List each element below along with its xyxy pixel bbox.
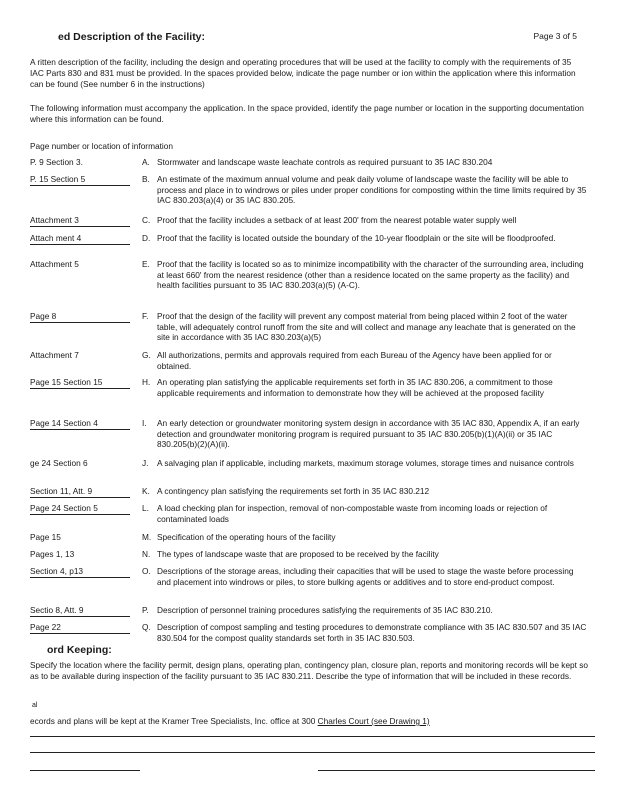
item-description: A load checking plan for inspection, removal of non-compostable waste from incoming loads or rejection of contaminated loads xyxy=(157,503,548,524)
record-keeping-paragraph: Specify the location where the facility permit, design plans, operating plan, contingency plan, closure plan, reports and monitoring records will be kept so as to be available during inspection of the facility pursuant to 35 IAC 830.211. Describe the type of information that will be included in these records. xyxy=(30,660,589,681)
item-description: An operating plan satisfying the applicable requirements set forth in 35 IAC 830.206, a commitment to those applicable requirements and information to demonstrate how they will be achieved at the proposed facility xyxy=(157,377,553,398)
item-location: ge 24 Section 6 xyxy=(30,458,88,468)
item-description: Proof that the facility is located so as to minimize incompatibility with the character of the surrounding area, including at least 660' from the nearest residence (other than a residence located on the same property as the facility) and health facilities pursuant to 35 IAC 830.203(a)(5) (A-C). xyxy=(157,259,584,290)
item-location: Page 15 xyxy=(30,532,61,542)
item-description: Proof that the facility includes a setback of at least 200' from the nearest potable water supply well xyxy=(157,215,517,225)
section-title: ed Description of the Facility: xyxy=(58,31,206,43)
page-number: Page 3 of 5 xyxy=(533,31,577,41)
record-keeping-answer xyxy=(30,716,430,726)
item-location: Page 22 xyxy=(30,622,130,634)
item-description: Description of compost sampling and testing procedures to demonstrate compliance with 35 IAC 830.507 and 35 IAC 830.504 for the compost quality standards set forth in 35 IAC 830.503. xyxy=(157,622,587,643)
item-letter: C. xyxy=(142,215,151,225)
intro-paragraph: A ritten description of the facility, including the design and operating procedures that will be used at the facility to comply with the requirements of 35 IAC Parts 830 and 831 must be provided. In the spaces provided below, indicate the page number or ion within the application where this information can be found (See number 6 in the instructions) xyxy=(30,57,576,89)
item-description: Description of personnel training procedures satisfying the requirements of 35 IAC 830.210. xyxy=(157,605,493,615)
item-location: P. 9 Section 3. xyxy=(30,157,83,167)
answer-line xyxy=(318,770,595,771)
item-location: Sectio 8, Att. 9 xyxy=(30,605,130,617)
item-description: Proof that the design of the facility will prevent any compost material from being placed within 2 foot of the water table, will adequately control runoff from the site and will collect and manage any leachate that is generated on the site in accordance with 35 IAC 830.203(a)(5) xyxy=(157,311,576,342)
item-letter: K. xyxy=(142,486,150,496)
item-letter: N. xyxy=(142,549,151,559)
answer-line xyxy=(30,770,140,771)
answer-text: ecords and plans will be kept at the Kramer Tree Specialists, Inc. office at 300 xyxy=(30,716,318,726)
item-letter: Q. xyxy=(142,622,151,632)
item-letter: O. xyxy=(142,566,151,576)
item-location: Attachment 3 xyxy=(30,215,130,227)
item-letter: M. xyxy=(142,532,152,542)
item-letter: D. xyxy=(142,233,151,243)
item-letter: I. xyxy=(142,418,147,428)
item-location: Attachment 7 xyxy=(30,350,79,360)
item-letter: J. xyxy=(142,458,149,468)
item-letter: A. xyxy=(142,157,150,167)
item-letter: B. xyxy=(142,174,150,184)
item-description: A salvaging plan if applicable, including markets, maximum storage volumes, storage times and nuisance controls xyxy=(157,458,574,468)
item-description: Descriptions of the storage areas, including their capacities that will be used to stage the waste before processing and placement into windrows or piles, to store bulking agents or additives and to store end-product compost. xyxy=(157,566,574,587)
item-location: Pages 1, 13 xyxy=(30,549,75,559)
item-letter: G. xyxy=(142,350,151,360)
item-location: Page 24 Section 5 xyxy=(30,503,130,515)
item-description: Specification of the operating hours of the facility xyxy=(157,532,336,542)
answer-line xyxy=(30,736,595,737)
item-description: All authorizations, permits and approvals required from each Bureau of the Agency have been applied for or obtained. xyxy=(157,350,552,371)
item-description: Proof that the facility is located outside the boundary of the 10-year floodplain or the site will be floodproofed. xyxy=(157,233,556,243)
item-letter: E. xyxy=(142,259,150,269)
item-description: An estimate of the maximum annual volume and peak daily volume of landscape waste the facility will be able to process and place in to windrows or piles under proper conditions for composting within the time limits required by 35 IAC 830.203(a)(4) or 35 IAC 830.205. xyxy=(157,174,587,205)
item-location: Attachment 5 xyxy=(30,259,79,269)
answer-underlined-text: Charles Court (see Drawing 1) xyxy=(317,716,430,726)
answer-line xyxy=(30,752,595,753)
item-description: A contingency plan satisfying the requirements set forth in 35 IAC 830.212 xyxy=(157,486,430,496)
item-location: Section 4, p13 xyxy=(30,566,130,578)
item-description: An early detection or groundwater monitoring system design in accordance with 35 IAC 830, Appendix A, if an early detection and groundwater monitoring program is required pursuant to 35 IAC 830.205(b)(1)(A)(ii) or 35 IAC 830.205(b)(2)(A)(ii). xyxy=(157,418,580,449)
location-column-label: Page number or location of information xyxy=(30,141,173,151)
instructions-paragraph: The following information must accompany the application. In the space provided, identify the page number or location in the supporting documentation where this information can be found. xyxy=(30,103,584,124)
item-description: The types of landscape waste that are proposed to be received by the facility xyxy=(157,549,439,559)
item-description: Stormwater and landscape waste leachate controls as required pursuant to 35 IAC 830.204 xyxy=(157,157,493,167)
item-location: Section 11, Att. 9 xyxy=(30,486,130,498)
item-letter: P. xyxy=(142,605,149,615)
item-letter: L. xyxy=(142,503,149,513)
record-keeping-note: al xyxy=(32,702,38,709)
item-location: Page 15 Section 15 xyxy=(30,377,130,389)
record-keeping-title: ord Keeping: xyxy=(47,644,112,656)
item-location: Page 14 Section 4 xyxy=(30,418,130,430)
item-letter: H. xyxy=(142,377,151,387)
item-location: P. 15 Section 5 xyxy=(30,174,130,186)
item-location: Attach ment 4 xyxy=(30,233,130,245)
item-location: Page 8 xyxy=(30,311,130,323)
item-letter: F. xyxy=(142,311,149,321)
